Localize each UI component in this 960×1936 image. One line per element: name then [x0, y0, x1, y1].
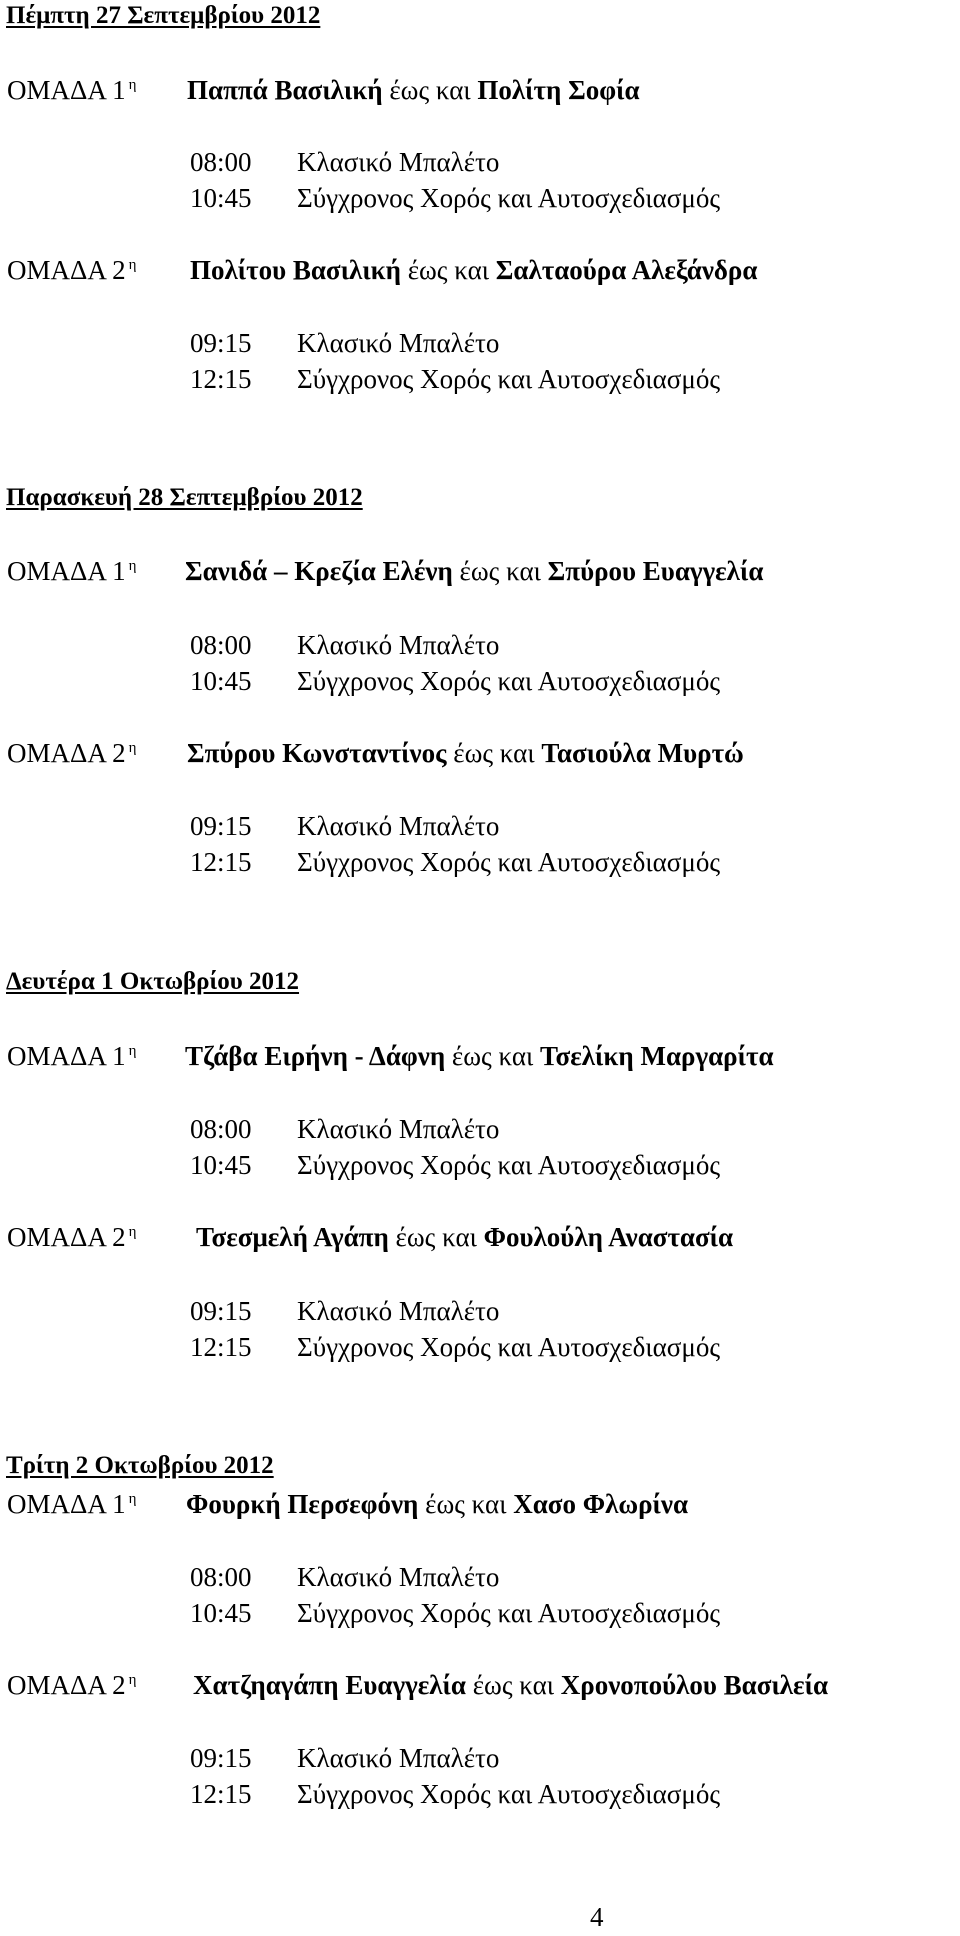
session-title: Κλασικό Μπαλέτο	[297, 630, 500, 660]
session-title: Σύγχρονος Χορός και Αυτοσχεδιασμός	[297, 1332, 721, 1362]
session-time: 10:45	[190, 666, 252, 696]
group-label: ΟΜΑΔΑ 2 $^\eta$	[7, 255, 137, 285]
session-time: 09:15	[190, 328, 252, 358]
day-date: Παρασκευή 28 Σεπτεμβρίου 2012	[6, 484, 363, 511]
session-time: 09:15	[190, 1296, 252, 1326]
group-label: ΟΜΑΔΑ 1 $^\eta$	[7, 75, 137, 105]
group-range: Παππά Βασιλική έως και Πολίτη Σοφία	[187, 75, 640, 105]
session-time: 09:15	[190, 1743, 252, 1773]
session-time: 08:00	[190, 1114, 252, 1144]
session-time: 09:15	[190, 811, 252, 841]
session-title: Σύγχρονος Χορός και Αυτοσχεδιασμός	[297, 1779, 721, 1809]
group-label: ΟΜΑΔΑ 2 $^\eta$	[7, 738, 137, 768]
session-title: Σύγχρονος Χορός και Αυτοσχεδιασμός	[297, 666, 721, 696]
session-title: Κλασικό Μπαλέτο	[297, 1743, 500, 1773]
group-range: Πολίτου Βασιλική έως και Σαλταούρα Αλεξάνδρα	[190, 255, 758, 285]
group-range: Τζάβα Ειρήνη - Δάφνη έως και Τσελίκη Μαργαρίτα	[185, 1041, 774, 1071]
session-title: Κλασικό Μπαλέτο	[297, 147, 500, 177]
session-title: Κλασικό Μπαλέτο	[297, 1114, 500, 1144]
group-label: ΟΜΑΔΑ 1 $^\eta$	[7, 1041, 137, 1071]
session-title: Σύγχρονος Χορός και Αυτοσχεδιασμός	[297, 364, 721, 394]
session-time: 12:15	[190, 364, 252, 394]
session-title: Κλασικό Μπαλέτο	[297, 1562, 500, 1592]
group-label: ΟΜΑΔΑ 1 $^\eta$	[7, 1489, 137, 1519]
day-date: Πέμπτη 27 Σεπτεμβρίου 2012	[6, 2, 321, 29]
group-range: Σπύρου Κωνσταντίνος έως και Τασιούλα Μυρτώ	[187, 738, 744, 768]
page-number: 4	[590, 1902, 604, 1932]
day-date: Τρίτη 2 Οκτωβρίου 2012	[6, 1452, 274, 1479]
session-title: Κλασικό Μπαλέτο	[297, 811, 500, 841]
session-title: Σύγχρονος Χορός και Αυτοσχεδιασμός	[297, 183, 721, 213]
group-range: Τσεσμελή Αγάπη έως και Φουλούλη Αναστασία	[196, 1222, 734, 1252]
session-time: 10:45	[190, 1598, 252, 1628]
session-time: 08:00	[190, 147, 252, 177]
group-label: ΟΜΑΔΑ 1 $^\eta$	[7, 556, 137, 586]
group-label: ΟΜΑΔΑ 2 $^\eta$	[7, 1670, 137, 1700]
session-title: Σύγχρονος Χορός και Αυτοσχεδιασμός	[297, 847, 721, 877]
session-time: 12:15	[190, 847, 252, 877]
session-title: Σύγχρονος Χορός και Αυτοσχεδιασμός	[297, 1598, 721, 1628]
session-time: 10:45	[190, 183, 252, 213]
session-title: Σύγχρονος Χορός και Αυτοσχεδιασμός	[297, 1150, 721, 1180]
day-date: Δευτέρα 1 Οκτωβρίου 2012	[6, 968, 300, 995]
group-range: Φουρκή Περσεφόνη έως και Χασο Φλωρίνα	[186, 1489, 689, 1519]
group-range: Σανιδά – Κρεζία Ελένη έως και Σπύρου Ευαγγελία	[185, 556, 764, 586]
session-title: Κλασικό Μπαλέτο	[297, 1296, 500, 1326]
session-title: Κλασικό Μπαλέτο	[297, 328, 500, 358]
group-label: ΟΜΑΔΑ 2 $^\eta$	[7, 1222, 137, 1252]
session-time: 12:15	[190, 1779, 252, 1809]
session-time: 08:00	[190, 1562, 252, 1592]
session-time: 08:00	[190, 630, 252, 660]
session-time: 12:15	[190, 1332, 252, 1362]
group-range: Χατζηαγάπη Ευαγγελία έως και Χρονοπούλου Βασιλεία	[193, 1670, 829, 1700]
session-time: 10:45	[190, 1150, 252, 1180]
